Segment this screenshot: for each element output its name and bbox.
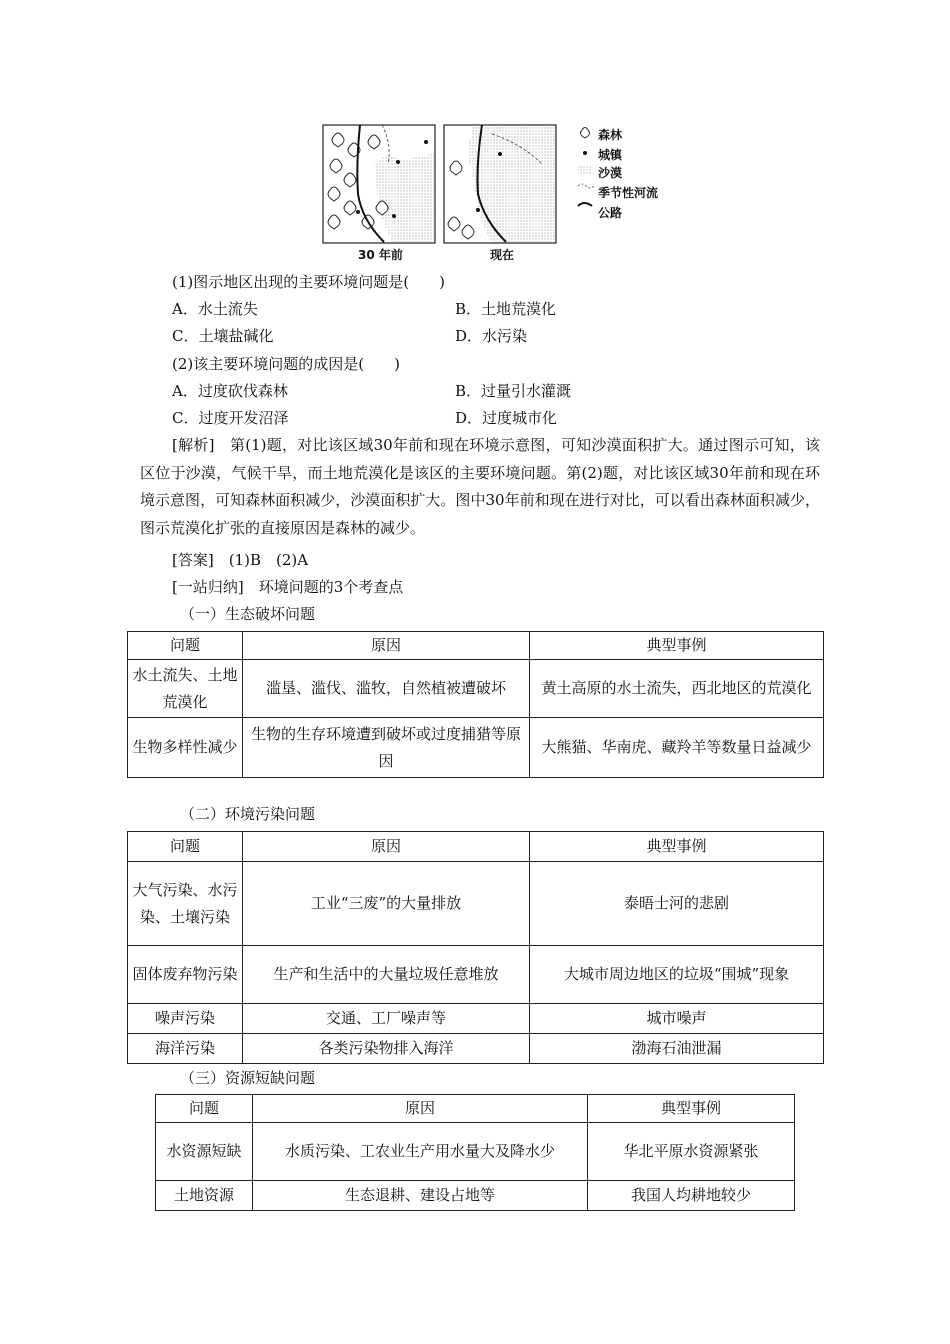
table-header-row xyxy=(128,632,824,660)
cell-example: 华北平原水资源紧张 xyxy=(588,1123,795,1181)
environmental-pollution-table xyxy=(127,831,824,1064)
section-1-title: （一）生态破坏问题 xyxy=(180,605,316,623)
legend-seasonal-river: 季节性河流 xyxy=(598,186,659,200)
legend-road: 公路 xyxy=(598,206,623,220)
cell-cause: 生物的生存环境遭到破坏或过度捕猎等原因 xyxy=(243,718,530,778)
cell-example: 黄土高原的水土流失，西北地区的荒漠化 xyxy=(530,660,824,718)
header-example: 典型事例 xyxy=(530,832,824,862)
cell-example: 我国人均耕地较少 xyxy=(588,1181,795,1211)
cell-example: 大熊猫、华南虎、藏羚羊等数量日益减少 xyxy=(530,718,824,778)
table-row xyxy=(156,1123,795,1181)
section-3-title: （三）资源短缺问题 xyxy=(180,1069,316,1087)
cell-problem: 水资源短缺 xyxy=(156,1123,253,1181)
table-row xyxy=(128,862,824,946)
header-problem: 问题 xyxy=(156,1095,253,1123)
cell-cause: 生态退耕、建设占地等 xyxy=(253,1181,588,1211)
table-header-row xyxy=(128,832,824,862)
legend-town: 城镇 xyxy=(598,148,623,162)
cell-problem: 海洋污染 xyxy=(128,1034,243,1064)
header-cause: 原因 xyxy=(243,632,530,660)
resource-shortage-table xyxy=(155,1094,795,1211)
right-map-caption: 现在 xyxy=(490,248,515,262)
environment-map-figure xyxy=(322,124,662,269)
legend-desert: 沙漠 xyxy=(598,166,623,180)
table-row xyxy=(128,1004,824,1034)
q1-option-c: C．土壤盐碱化 xyxy=(172,327,274,345)
cell-cause: 滥垦、滥伐、滥牧，自然植被遭破坏 xyxy=(243,660,530,718)
cell-example: 大城市周边地区的垃圾“围城”现象 xyxy=(530,946,824,1004)
q2-option-a: A．过度砍伐森林 xyxy=(172,382,288,400)
cell-cause: 水质污染、工农业生产用水量大及降水少 xyxy=(253,1123,588,1181)
header-problem: 问题 xyxy=(128,632,243,660)
q2-option-d: D．过度城市化 xyxy=(455,409,558,427)
header-example: 典型事例 xyxy=(530,632,824,660)
header-cause: 原因 xyxy=(243,832,530,862)
table-row xyxy=(128,718,824,778)
cell-problem: 噪声污染 xyxy=(128,1004,243,1034)
cell-cause: 各类污染物排入海洋 xyxy=(243,1034,530,1064)
analysis-paragraph: [解析] 第(1)题，对比该区域30年前和现在环境示意图，可知沙漠面积扩大。通过图示可知，该区位于沙漠，气候干旱，而土地荒漠化是该区的主要环境问题。第(2)题，对比该区域30年前和现在环境示意图，可知森林面积减少，沙漠面积扩大。图中30年前和现在进行对比，可以看出森林面积减少，图示荒漠化扩张的直接原因是森林的减少。 xyxy=(140,436,820,537)
table-header-row xyxy=(156,1095,795,1123)
header-cause: 原因 xyxy=(253,1095,588,1123)
cell-problem: 生物多样性减少 xyxy=(128,718,243,778)
cell-example: 城市噪声 xyxy=(530,1004,824,1034)
q1-option-a: A．水土流失 xyxy=(172,300,258,318)
summary-title: [一站归纳] 环境问题的3个考查点 xyxy=(172,578,404,596)
table-row xyxy=(128,660,824,718)
q2-option-b: B．过量引水灌溉 xyxy=(455,382,572,400)
cell-cause: 生产和生活中的大量垃圾任意堆放 xyxy=(243,946,530,1004)
cell-problem: 水土流失、土地荒漠化 xyxy=(128,660,243,718)
answer-line: [答案] (1)B (2)A xyxy=(172,551,309,569)
header-example: 典型事例 xyxy=(588,1095,795,1123)
table-row xyxy=(128,1034,824,1064)
q2-option-c: C．过度开发沼泽 xyxy=(172,409,289,427)
q1-option-d: D．水污染 xyxy=(455,327,528,345)
table-row xyxy=(128,946,824,1004)
section-2-title: （二）环境污染问题 xyxy=(180,805,316,823)
question-1-stem: (1)图示地区出现的主要环境问题是( ) xyxy=(172,273,445,291)
cell-example: 渤海石油泄漏 xyxy=(530,1034,824,1064)
cell-example: 泰晤士河的悲剧 xyxy=(530,862,824,946)
cell-problem: 固体废弃物污染 xyxy=(128,946,243,1004)
table-row xyxy=(156,1181,795,1211)
cell-cause: 交通、工厂噪声等 xyxy=(243,1004,530,1034)
q1-option-b: B．土地荒漠化 xyxy=(455,300,557,318)
cell-problem: 土地资源 xyxy=(156,1181,253,1211)
ecological-damage-table xyxy=(127,631,824,778)
left-map-caption: 30 年前 xyxy=(358,248,403,262)
cell-problem: 大气污染、水污染、土壤污染 xyxy=(128,862,243,946)
header-problem: 问题 xyxy=(128,832,243,862)
question-2-stem: (2)该主要环境问题的成因是( ) xyxy=(172,355,400,373)
legend-forest: 森林 xyxy=(598,128,623,142)
cell-cause: 工业“三废”的大量排放 xyxy=(243,862,530,946)
